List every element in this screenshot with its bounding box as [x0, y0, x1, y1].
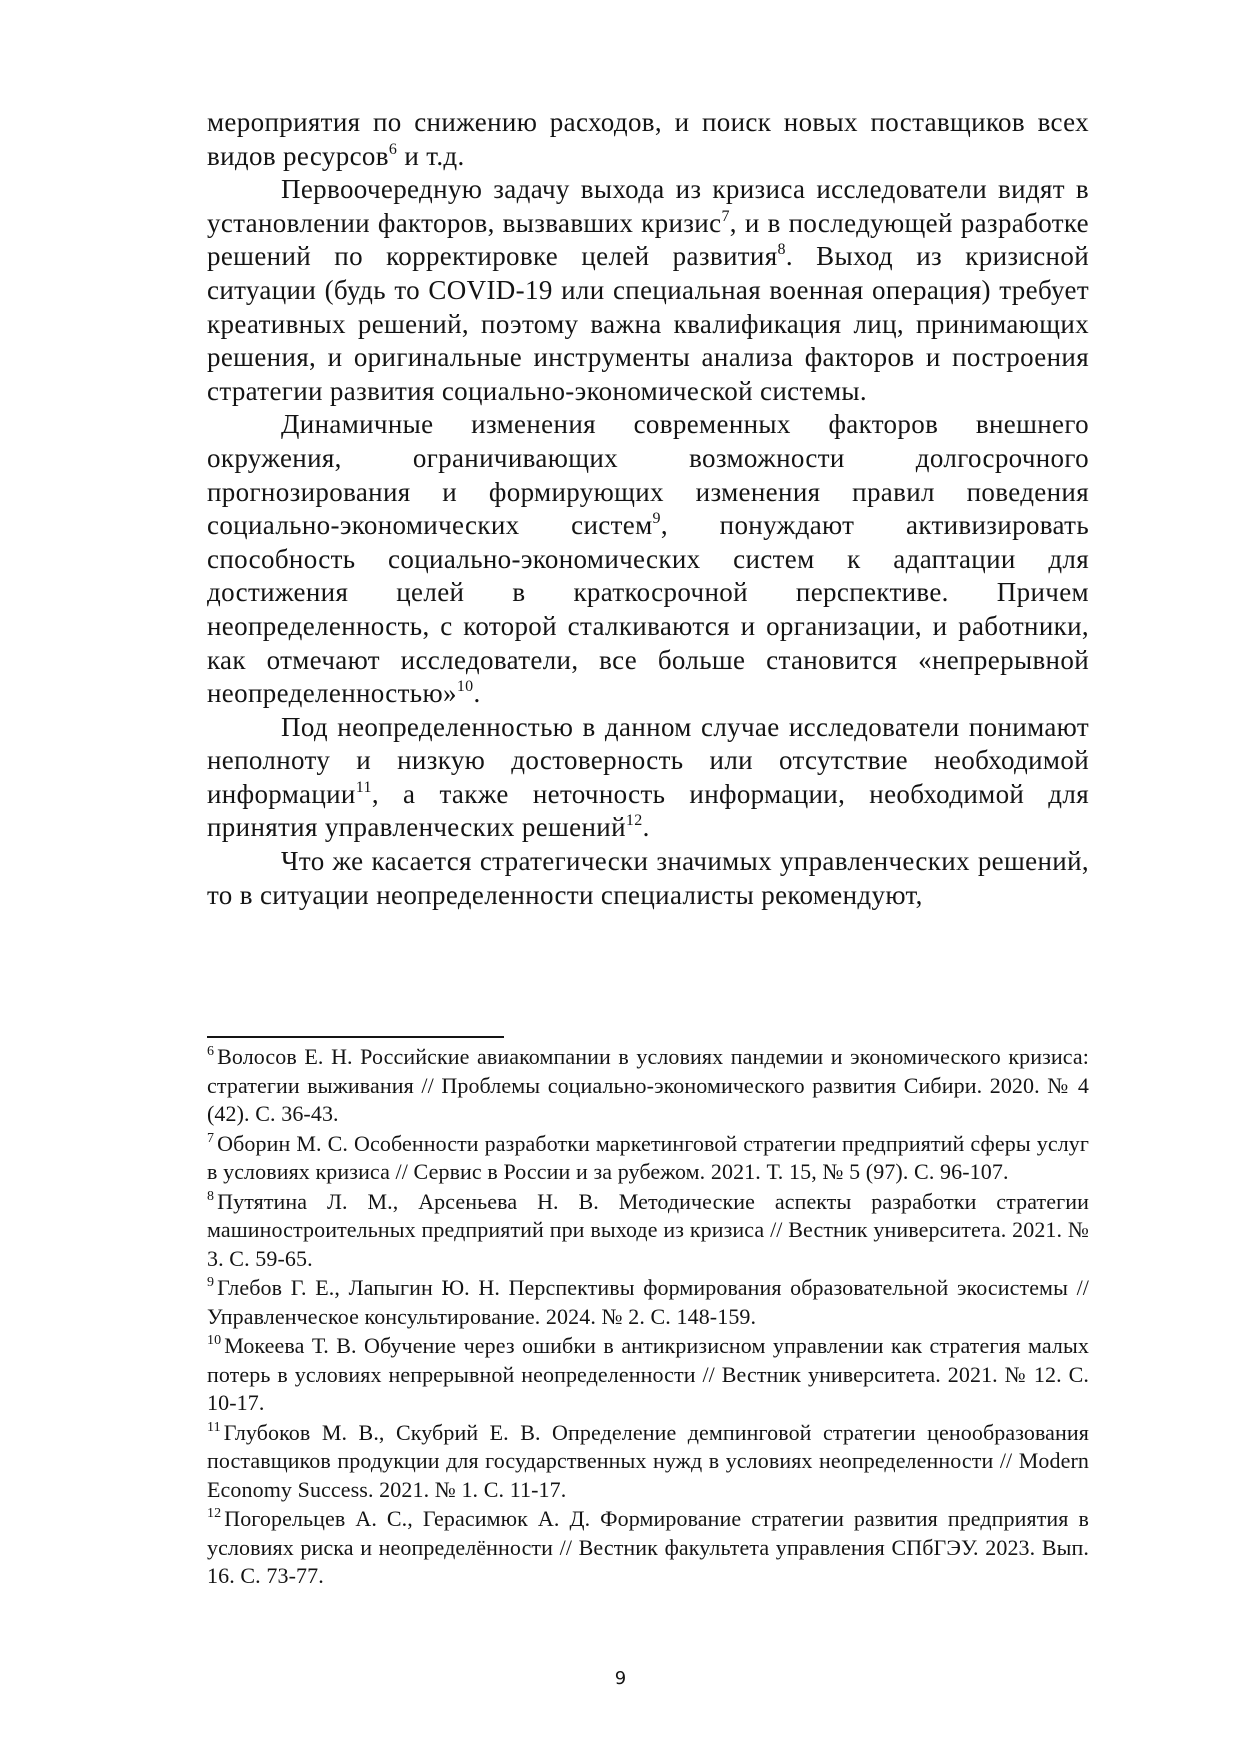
footnote-6: $^6$ Волосов Е. Н. Российские авиакомпании в условиях пандемии и экономического кризиса: стратегии выживания // Проблемы социально-экономического развития Сибири. 2020. № 4 (42). С. 36-43.: [207, 1044, 1089, 1126]
page-number: 9: [614, 1668, 627, 1689]
footnote-10: $^{10}$ Мокеева Т. В. Обучение через ошибки в антикризисном управлении как стратегия малых потерь в условиях непрерывной неопределенности // Вестник университета. 2021. № 12. С. 10-17.: [207, 1333, 1089, 1415]
footnote-ref-12[interactable]: 12: [625, 812, 643, 830]
footnote-7: $^7$ Оборин М. С. Особенности разработки маркетинговой стратегии предприятий сферы услуг в условиях кризиса // Сервис в России и за рубежом. 2021. Т. 15, № 5 (97). С. 96-107.: [207, 1130, 1089, 1184]
footnote-ref-9[interactable]: 9: [652, 510, 661, 528]
paragraph-4: Под неопределенностью в данном случае исследователи понимают неполноту и низкую достоверность или отсутствие необходимой информации$^{11}$, а также неточность информации, необходимой для принятия управленческих решений$^{12}$.: [207, 711, 1089, 843]
paragraph-1: мероприятия по снижению расходов, и поиск новых поставщиков всех видов ресурсов$^6$ и т.д.: [207, 107, 1089, 171]
footnote-8: $^8$ Путятина Л. М., Арсеньева Н. В. Методические аспекты разработки стратегии машиностроительных предприятий при выходе из кризиса // Вестник университета. 2021. № 3. С. 59-65.: [207, 1188, 1089, 1271]
paragraph-2: Первоочередную задачу выхода из кризиса исследователи видят в установлении факторов, вызвавших кризис$^7$, и в последующей разработке решений по корректировке целей развития$^8$. Выход из кризисной ситуации (будь то COVID-19 или специальная военная операция) требует креативных решений, поэтому важна квалификация лиц, принимающих решения, и оригинальные инструменты анализа факторов и построения стратегии развития социально-экономической системы.: [207, 174, 1090, 406]
paragraph-5: Что же касается стратегически значимых управленческих решений, то в ситуации неопределенности специалисты рекомендуют,: [207, 846, 1089, 910]
footnote-12: $^{12}$ Погорельцев А. С., Герасимюк А. Д. Формирование стратегии развития предприятия в условиях риска и неопределённости // Вестник факультета управления СПбГЭУ. 2023. Вып. 16. С. 73-77.: [207, 1506, 1089, 1588]
footnote-ref-6[interactable]: 6: [388, 140, 398, 158]
footnote-ref-11[interactable]: 11: [355, 778, 372, 796]
footnote-ref-10[interactable]: 10: [456, 678, 474, 696]
footnote-separator: [207, 1036, 504, 1038]
footnote-ref-8[interactable]: 8: [777, 241, 786, 259]
footnote-9: $^9$ Глебов Г. Е., Лапыгин Ю. Н. Перспективы формирования образовательной экосистемы // Управленческое консультирование. 2024. № 2. С. 148-159.: [207, 1275, 1089, 1329]
footnotes: [207, 1043, 1089, 1592]
paragraph-3: Динамичные изменения современных факторов внешнего окружения, ограничивающих возможности долгосрочного прогнозирования и формирующих изменения правил поведения социально-экономических систем$^9$, понуждают активизировать способность социально-экономических систем к адаптации для достижения целей в краткосрочной перспективе. Причем неопределенность, с которой сталкиваются и организации, и работники, как отмечают исследователи, все больше становится «непрерывной неопределенностью»$^{10}$.: [207, 409, 1089, 709]
footnote-ref-7[interactable]: 7: [721, 207, 730, 225]
footnote-11: $^{11}$ Глубоков М. В., Скубрий Е. В. Определение демпинговой стратегии ценообразования поставщиков продукции для государственных нужд в условиях неопределенности // Modern Economy Success. 2021. № 1. С. 11-17.: [207, 1419, 1089, 1502]
main-text: [207, 106, 1089, 912]
